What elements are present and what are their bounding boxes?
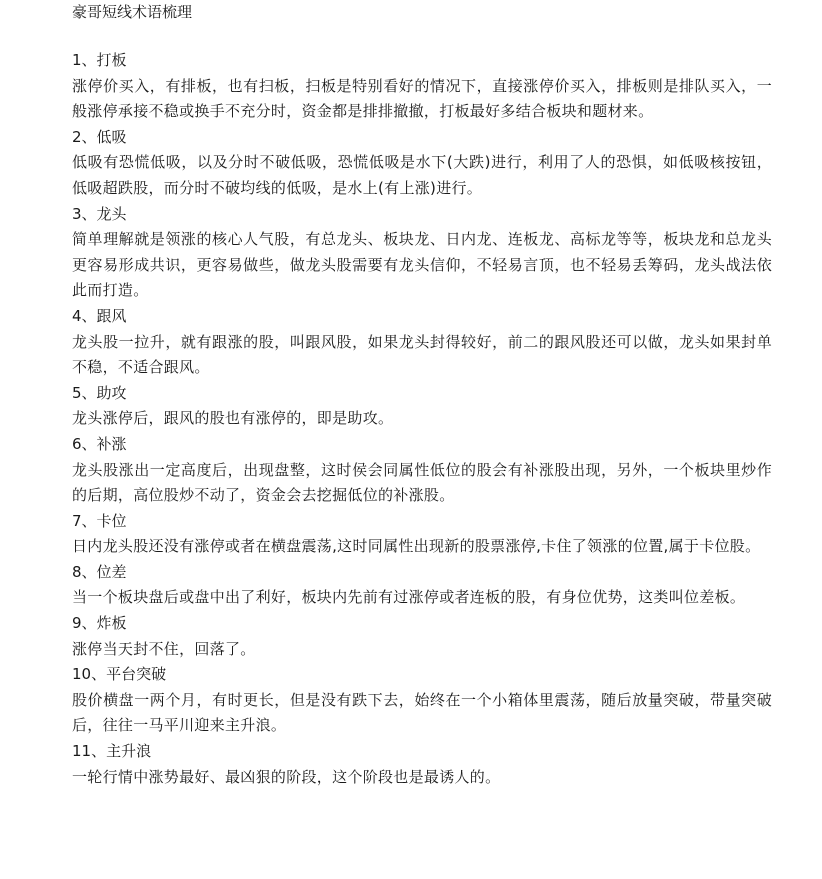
term-heading: 11、主升浪	[72, 742, 152, 761]
term-section	[72, 432, 772, 509]
document-title: 豪哥短线术语梳理	[72, 3, 193, 21]
term-heading: 4、跟风	[72, 306, 127, 325]
term-heading: 1、打板	[72, 51, 127, 69]
term-section	[72, 560, 772, 611]
term-section	[72, 381, 772, 432]
term-heading: 3、龙头	[72, 204, 127, 223]
title-spacer	[72, 24, 772, 48]
term-heading: 7、卡位	[72, 511, 127, 530]
term-list	[72, 48, 772, 790]
term-body: 涨停价买入，有排板，也有扫板，扫板是特别看好的情况下，直接涨停价买入，排板则是排队买入，一般涨停承接不稳或换手不充分时，资金都是排排撤撤，打板最好多结合板块和题材来。	[72, 76, 772, 121]
document	[72, 0, 772, 790]
term-body: 股价横盘一两个月，有时更长，但是没有跌下去，始终在一个小箱体里震荡，随后放量突破，带量突破后，往往一马平川迎来主升浪。	[72, 690, 772, 735]
term-heading: 10、平台突破	[72, 665, 167, 684]
term-body: 低吸有恐慌低吸，以及分时不破低吸，恐慌低吸是水下(大跌)进行，利用了人的恐惧，如低吸核按钮，低吸超跌股，而分时不破均线的低吸，是水上(有上涨)进行。	[72, 153, 772, 197]
term-section	[72, 739, 772, 790]
term-section	[72, 662, 772, 739]
term-heading: 2、低吸	[72, 127, 127, 146]
term-body: 龙头股涨出一定高度后，出现盘整，这时侯会同属性低位的股会有补涨股出现，另外，一个板块里炒作的后期，高位股炒不动了，资金会去挖掘低位的补涨股。	[72, 460, 772, 505]
term-body: 简单理解就是领涨的核心人气股，有总龙头、板块龙、日内龙、连板龙、高标龙等等，板块龙和总龙头更容易形成共识，更容易做些，做龙头股需要有龙头信仰，不轻易言顶，也不轻易丢筹码，龙头战法依此而打造。	[72, 230, 772, 300]
term-body: 龙头股一拉升，就有跟涨的股，叫跟风股，如果龙头封得较好，前二的跟风股还可以做，龙头如果封单不稳，不适合跟风。	[72, 332, 772, 377]
term-body: 龙头涨停后，跟风的股也有涨停的，即是助攻。	[72, 409, 394, 428]
term-section	[72, 304, 772, 381]
term-section	[72, 48, 772, 125]
term-body: 当一个板块盘后或盘中出了利好，板块内先前有过涨停或者连板的股，有身位优势，这类叫位差板。	[72, 588, 746, 607]
term-heading: 6、补涨	[72, 434, 127, 453]
term-section	[72, 611, 772, 662]
term-section	[72, 202, 772, 304]
term-body: 日内龙头股还没有涨停或者在横盘震荡,这时同属性出现新的股票涨停,卡住了领涨的位置,属于卡位股。	[72, 537, 761, 556]
term-heading: 9、炸板	[72, 614, 127, 633]
term-section	[72, 509, 772, 560]
term-body: 一轮行情中涨势最好、最凶狠的阶段，这个阶段也是最诱人的。	[72, 767, 501, 786]
term-section	[72, 125, 772, 202]
term-heading: 5、助攻	[72, 383, 127, 402]
term-body: 涨停当天封不住，回落了。	[72, 639, 256, 658]
term-heading: 8、位差	[72, 562, 127, 581]
